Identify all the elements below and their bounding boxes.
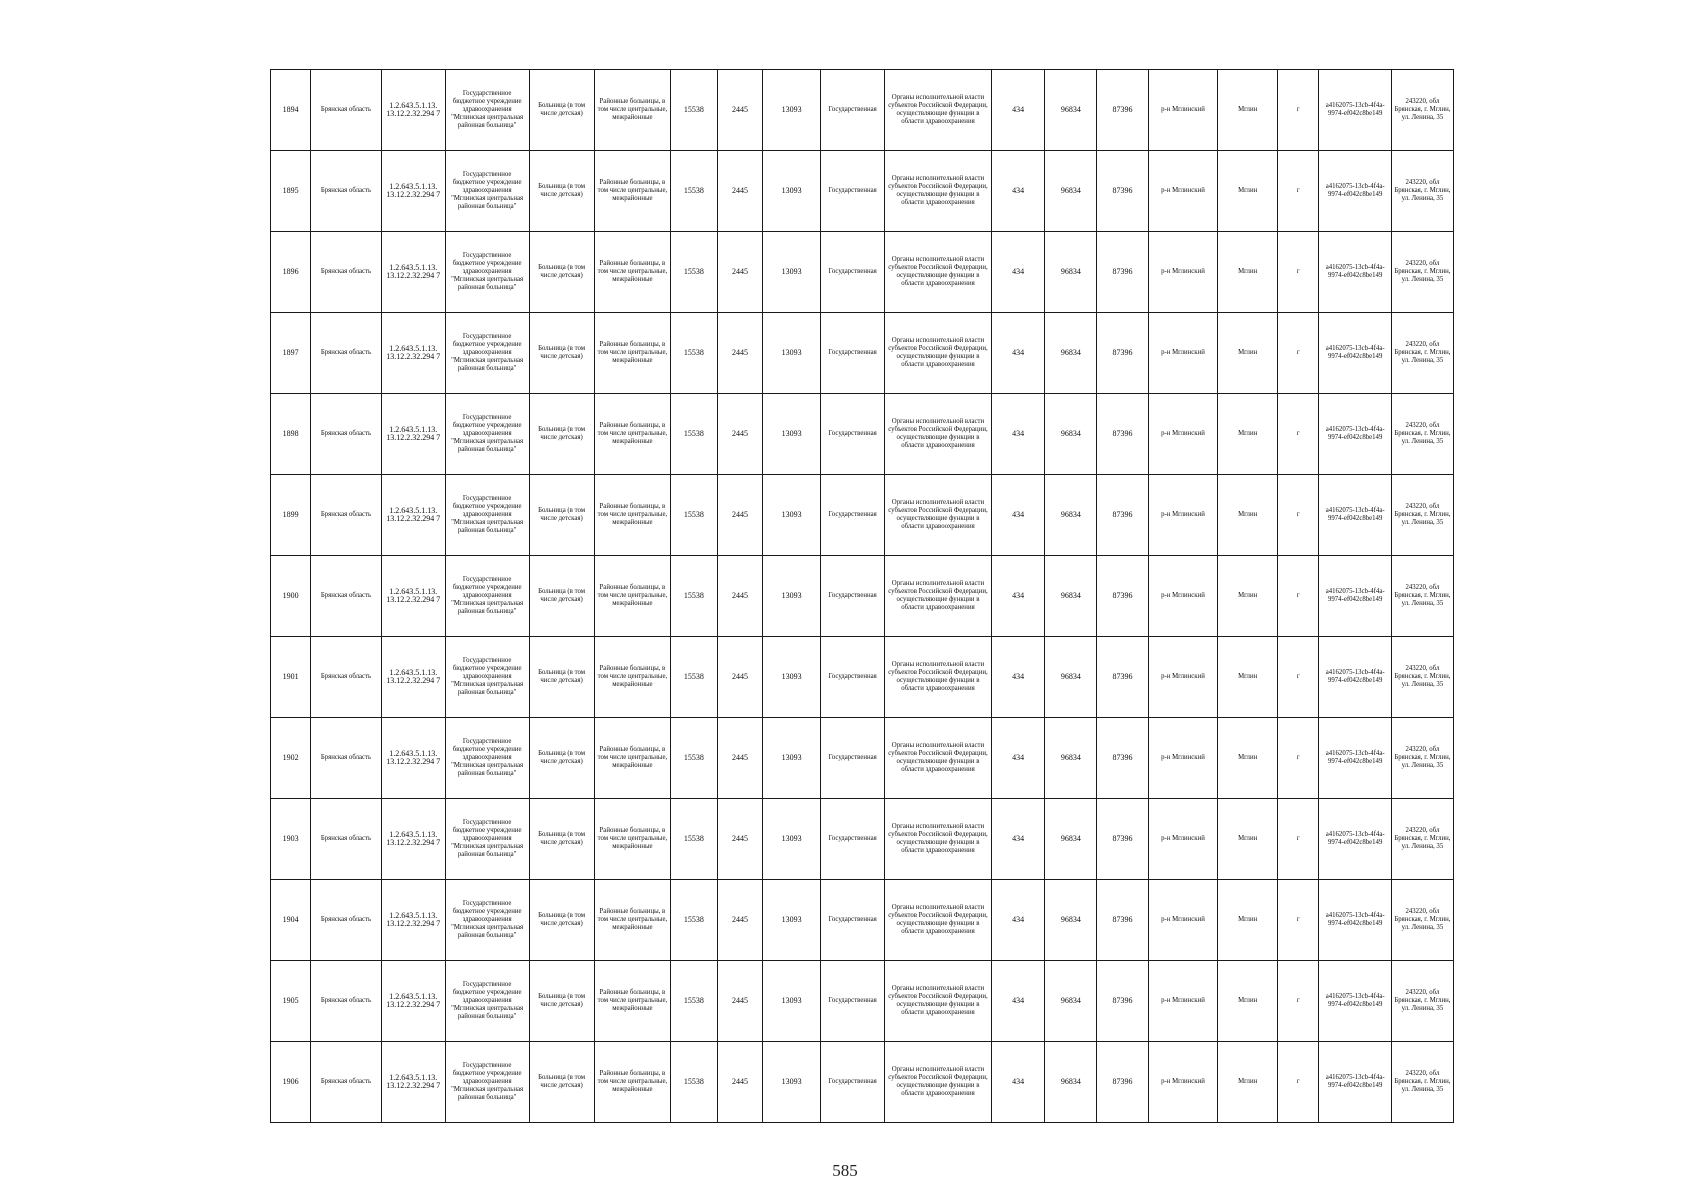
- guid-cell: a4162075-13cb-4f4a-9974-ef042c8be149: [1319, 799, 1391, 880]
- oid-code-cell: 1.2.643.5.1.13. 13.12.2.32.294 7: [381, 1042, 445, 1123]
- city-cell: Мглин: [1218, 151, 1278, 232]
- count-2-cell: 2445: [717, 475, 763, 556]
- organization-name-cell: Государственное бюджетное учреждение здравоохранения "Мглинская центральная районная больница": [445, 151, 529, 232]
- city-cell: Мглин: [1218, 232, 1278, 313]
- facility-type-cell: Больница (в том числе детская): [529, 880, 594, 961]
- settlement-kind-cell: г: [1278, 880, 1319, 961]
- organization-name-cell: Государственное бюджетное учреждение здравоохранения "Мглинская центральная районная больница": [445, 313, 529, 394]
- facility-subtype-cell: Районные больницы, в том числе центральные, межрайонные: [594, 718, 671, 799]
- authority-cell: Органы исполнительной власти субъектов Российской Федерации, осуществляющие функции в области здравоохранения: [885, 556, 992, 637]
- ownership-cell: Государственная: [821, 799, 885, 880]
- value-1-cell: 434: [991, 1042, 1045, 1123]
- oid-code-cell: 1.2.643.5.1.13. 13.12.2.32.294 7: [381, 232, 445, 313]
- city-cell: Мглин: [1218, 880, 1278, 961]
- region-cell: Брянская область: [311, 475, 381, 556]
- count-1-cell: 15538: [671, 70, 718, 151]
- district-cell: р-н Мглинский: [1148, 313, 1217, 394]
- guid-cell: a4162075-13cb-4f4a-9974-ef042c8be149: [1319, 1042, 1391, 1123]
- count-3-cell: 13093: [763, 961, 821, 1042]
- city-cell: Мглин: [1218, 70, 1278, 151]
- authority-cell: Органы исполнительной власти субъектов Российской Федерации, осуществляющие функции в области здравоохранения: [885, 151, 992, 232]
- ownership-cell: Государственная: [821, 475, 885, 556]
- city-cell: Мглин: [1218, 961, 1278, 1042]
- guid-cell: a4162075-13cb-4f4a-9974-ef042c8be149: [1319, 70, 1391, 151]
- authority-cell: Органы исполнительной власти субъектов Российской Федерации, осуществляющие функции в области здравоохранения: [885, 637, 992, 718]
- ownership-cell: Государственная: [821, 70, 885, 151]
- organization-name-cell: Государственное бюджетное учреждение здравоохранения "Мглинская центральная районная больница": [445, 961, 529, 1042]
- region-cell: Брянская область: [311, 718, 381, 799]
- count-1-cell: 15538: [671, 556, 718, 637]
- oid-code-cell: 1.2.643.5.1.13. 13.12.2.32.294 7: [381, 313, 445, 394]
- settlement-kind-cell: г: [1278, 799, 1319, 880]
- table-row: [271, 394, 1454, 475]
- guid-cell: a4162075-13cb-4f4a-9974-ef042c8be149: [1319, 313, 1391, 394]
- settlement-kind-cell: г: [1278, 151, 1319, 232]
- region-cell: Брянская область: [311, 637, 381, 718]
- table-row: [271, 313, 1454, 394]
- ownership-cell: Государственная: [821, 151, 885, 232]
- authority-cell: Органы исполнительной власти субъектов Российской Федерации, осуществляющие функции в области здравоохранения: [885, 1042, 992, 1123]
- district-cell: р-н Мглинский: [1148, 961, 1217, 1042]
- value-1-cell: 434: [991, 637, 1045, 718]
- value-2-cell: 96834: [1045, 394, 1097, 475]
- oid-code-cell: 1.2.643.5.1.13. 13.12.2.32.294 7: [381, 880, 445, 961]
- oid-code-cell: 1.2.643.5.1.13. 13.12.2.32.294 7: [381, 556, 445, 637]
- value-2-cell: 96834: [1045, 880, 1097, 961]
- settlement-kind-cell: г: [1278, 961, 1319, 1042]
- facility-type-cell: Больница (в том числе детская): [529, 961, 594, 1042]
- count-1-cell: 15538: [671, 151, 718, 232]
- organization-name-cell: Государственное бюджетное учреждение здравоохранения "Мглинская центральная районная больница": [445, 880, 529, 961]
- district-cell: р-н Мглинский: [1148, 151, 1217, 232]
- city-cell: Мглин: [1218, 718, 1278, 799]
- count-1-cell: 15538: [671, 799, 718, 880]
- organization-name-cell: Государственное бюджетное учреждение здравоохранения "Мглинская центральная районная больница": [445, 1042, 529, 1123]
- count-3-cell: 13093: [763, 637, 821, 718]
- oid-code-cell: 1.2.643.5.1.13. 13.12.2.32.294 7: [381, 394, 445, 475]
- facility-type-cell: Больница (в том числе детская): [529, 718, 594, 799]
- table-row: [271, 799, 1454, 880]
- count-3-cell: 13093: [763, 70, 821, 151]
- facility-type-cell: Больница (в том числе детская): [529, 556, 594, 637]
- organization-name-cell: Государственное бюджетное учреждение здравоохранения "Мглинская центральная районная больница": [445, 475, 529, 556]
- city-cell: Мглин: [1218, 475, 1278, 556]
- count-3-cell: 13093: [763, 475, 821, 556]
- value-3-cell: 87396: [1097, 1042, 1149, 1123]
- district-cell: р-н Мглинский: [1148, 232, 1217, 313]
- value-2-cell: 96834: [1045, 799, 1097, 880]
- city-cell: Мглин: [1218, 1042, 1278, 1123]
- table-body: [271, 70, 1454, 1123]
- organization-name-cell: Государственное бюджетное учреждение здравоохранения "Мглинская центральная районная больница": [445, 556, 529, 637]
- table-row: [271, 556, 1454, 637]
- organization-name-cell: Государственное бюджетное учреждение здравоохранения "Мглинская центральная районная больница": [445, 70, 529, 151]
- value-3-cell: 87396: [1097, 151, 1149, 232]
- value-1-cell: 434: [991, 70, 1045, 151]
- facility-type-cell: Больница (в том числе детская): [529, 1042, 594, 1123]
- value-2-cell: 96834: [1045, 556, 1097, 637]
- oid-code-cell: 1.2.643.5.1.13. 13.12.2.32.294 7: [381, 151, 445, 232]
- ownership-cell: Государственная: [821, 232, 885, 313]
- ownership-cell: Государственная: [821, 637, 885, 718]
- value-3-cell: 87396: [1097, 232, 1149, 313]
- district-cell: р-н Мглинский: [1148, 394, 1217, 475]
- authority-cell: Органы исполнительной власти субъектов Российской Федерации, осуществляющие функции в области здравоохранения: [885, 961, 992, 1042]
- facility-subtype-cell: Районные больницы, в том числе центральные, межрайонные: [594, 556, 671, 637]
- settlement-kind-cell: г: [1278, 1042, 1319, 1123]
- region-cell: Брянская область: [311, 394, 381, 475]
- authority-cell: Органы исполнительной власти субъектов Российской Федерации, осуществляющие функции в области здравоохранения: [885, 232, 992, 313]
- address-cell: 243220, обл Брянская, г. Мглин, ул. Ленина, 35: [1391, 475, 1453, 556]
- ownership-cell: Государственная: [821, 556, 885, 637]
- settlement-kind-cell: г: [1278, 475, 1319, 556]
- facility-subtype-cell: Районные больницы, в том числе центральные, межрайонные: [594, 475, 671, 556]
- address-cell: 243220, обл Брянская, г. Мглин, ул. Ленина, 35: [1391, 718, 1453, 799]
- facility-subtype-cell: Районные больницы, в том числе центральные, межрайонные: [594, 70, 671, 151]
- facility-type-cell: Больница (в том числе детская): [529, 151, 594, 232]
- registry-table: [270, 69, 1454, 1123]
- count-3-cell: 13093: [763, 1042, 821, 1123]
- facility-subtype-cell: Районные больницы, в том числе центральные, межрайонные: [594, 313, 671, 394]
- authority-cell: Органы исполнительной власти субъектов Российской Федерации, осуществляющие функции в области здравоохранения: [885, 394, 992, 475]
- address-cell: 243220, обл Брянская, г. Мглин, ул. Ленина, 35: [1391, 799, 1453, 880]
- count-3-cell: 13093: [763, 799, 821, 880]
- count-1-cell: 15538: [671, 961, 718, 1042]
- oid-code-cell: 1.2.643.5.1.13. 13.12.2.32.294 7: [381, 799, 445, 880]
- row-number-cell: 1902: [271, 718, 311, 799]
- facility-subtype-cell: Районные больницы, в том числе центральные, межрайонные: [594, 880, 671, 961]
- address-cell: 243220, обл Брянская, г. Мглин, ул. Ленина, 35: [1391, 313, 1453, 394]
- count-2-cell: 2445: [717, 1042, 763, 1123]
- table-row: [271, 637, 1454, 718]
- region-cell: Брянская область: [311, 70, 381, 151]
- oid-code-cell: 1.2.643.5.1.13. 13.12.2.32.294 7: [381, 637, 445, 718]
- address-cell: 243220, обл Брянская, г. Мглин, ул. Ленина, 35: [1391, 637, 1453, 718]
- row-number-cell: 1903: [271, 799, 311, 880]
- region-cell: Брянская область: [311, 1042, 381, 1123]
- row-number-cell: 1894: [271, 70, 311, 151]
- value-2-cell: 96834: [1045, 151, 1097, 232]
- count-3-cell: 13093: [763, 880, 821, 961]
- address-cell: 243220, обл Брянская, г. Мглин, ул. Ленина, 35: [1391, 961, 1453, 1042]
- row-number-cell: 1898: [271, 394, 311, 475]
- facility-subtype-cell: Районные больницы, в том числе центральные, межрайонные: [594, 394, 671, 475]
- authority-cell: Органы исполнительной власти субъектов Российской Федерации, осуществляющие функции в области здравоохранения: [885, 313, 992, 394]
- value-1-cell: 434: [991, 151, 1045, 232]
- guid-cell: a4162075-13cb-4f4a-9974-ef042c8be149: [1319, 961, 1391, 1042]
- city-cell: Мглин: [1218, 556, 1278, 637]
- count-3-cell: 13093: [763, 151, 821, 232]
- region-cell: Брянская область: [311, 151, 381, 232]
- address-cell: 243220, обл Брянская, г. Мглин, ул. Ленина, 35: [1391, 232, 1453, 313]
- address-cell: 243220, обл Брянская, г. Мглин, ул. Ленина, 35: [1391, 880, 1453, 961]
- facility-type-cell: Больница (в том числе детская): [529, 637, 594, 718]
- ownership-cell: Государственная: [821, 718, 885, 799]
- value-1-cell: 434: [991, 961, 1045, 1042]
- count-2-cell: 2445: [717, 151, 763, 232]
- count-2-cell: 2445: [717, 799, 763, 880]
- count-1-cell: 15538: [671, 232, 718, 313]
- oid-code-cell: 1.2.643.5.1.13. 13.12.2.32.294 7: [381, 961, 445, 1042]
- authority-cell: Органы исполнительной власти субъектов Российской Федерации, осуществляющие функции в области здравоохранения: [885, 880, 992, 961]
- facility-subtype-cell: Районные больницы, в том числе центральные, межрайонные: [594, 961, 671, 1042]
- guid-cell: a4162075-13cb-4f4a-9974-ef042c8be149: [1319, 718, 1391, 799]
- region-cell: Брянская область: [311, 313, 381, 394]
- organization-name-cell: Государственное бюджетное учреждение здравоохранения "Мглинская центральная районная больница": [445, 718, 529, 799]
- facility-type-cell: Больница (в том числе детская): [529, 232, 594, 313]
- address-cell: 243220, обл Брянская, г. Мглин, ул. Ленина, 35: [1391, 556, 1453, 637]
- settlement-kind-cell: г: [1278, 637, 1319, 718]
- count-3-cell: 13093: [763, 394, 821, 475]
- value-3-cell: 87396: [1097, 961, 1149, 1042]
- value-3-cell: 87396: [1097, 556, 1149, 637]
- count-1-cell: 15538: [671, 880, 718, 961]
- value-3-cell: 87396: [1097, 880, 1149, 961]
- facility-type-cell: Больница (в том числе детская): [529, 799, 594, 880]
- facility-type-cell: Больница (в том числе детская): [529, 394, 594, 475]
- table-row: [271, 475, 1454, 556]
- value-2-cell: 96834: [1045, 718, 1097, 799]
- district-cell: р-н Мглинский: [1148, 799, 1217, 880]
- address-cell: 243220, обл Брянская, г. Мглин, ул. Ленина, 35: [1391, 151, 1453, 232]
- district-cell: р-н Мглинский: [1148, 880, 1217, 961]
- city-cell: Мглин: [1218, 637, 1278, 718]
- organization-name-cell: Государственное бюджетное учреждение здравоохранения "Мглинская центральная районная больница": [445, 637, 529, 718]
- count-1-cell: 15538: [671, 718, 718, 799]
- guid-cell: a4162075-13cb-4f4a-9974-ef042c8be149: [1319, 232, 1391, 313]
- city-cell: Мглин: [1218, 799, 1278, 880]
- oid-code-cell: 1.2.643.5.1.13. 13.12.2.32.294 7: [381, 475, 445, 556]
- region-cell: Брянская область: [311, 961, 381, 1042]
- value-3-cell: 87396: [1097, 799, 1149, 880]
- district-cell: р-н Мглинский: [1148, 718, 1217, 799]
- address-cell: 243220, обл Брянская, г. Мглин, ул. Ленина, 35: [1391, 394, 1453, 475]
- count-1-cell: 15538: [671, 475, 718, 556]
- value-2-cell: 96834: [1045, 961, 1097, 1042]
- region-cell: Брянская область: [311, 799, 381, 880]
- district-cell: р-н Мглинский: [1148, 475, 1217, 556]
- value-3-cell: 87396: [1097, 394, 1149, 475]
- value-2-cell: 96834: [1045, 70, 1097, 151]
- settlement-kind-cell: г: [1278, 556, 1319, 637]
- value-3-cell: 87396: [1097, 718, 1149, 799]
- authority-cell: Органы исполнительной власти субъектов Российской Федерации, осуществляющие функции в области здравоохранения: [885, 70, 992, 151]
- row-number-cell: 1895: [271, 151, 311, 232]
- value-3-cell: 87396: [1097, 475, 1149, 556]
- value-2-cell: 96834: [1045, 637, 1097, 718]
- value-1-cell: 434: [991, 232, 1045, 313]
- organization-name-cell: Государственное бюджетное учреждение здравоохранения "Мглинская центральная районная больница": [445, 799, 529, 880]
- ownership-cell: Государственная: [821, 313, 885, 394]
- settlement-kind-cell: г: [1278, 394, 1319, 475]
- authority-cell: Органы исполнительной власти субъектов Российской Федерации, осуществляющие функции в области здравоохранения: [885, 718, 992, 799]
- facility-subtype-cell: Районные больницы, в том числе центральные, межрайонные: [594, 151, 671, 232]
- guid-cell: a4162075-13cb-4f4a-9974-ef042c8be149: [1319, 556, 1391, 637]
- region-cell: Брянская область: [311, 232, 381, 313]
- value-1-cell: 434: [991, 556, 1045, 637]
- value-1-cell: 434: [991, 718, 1045, 799]
- count-1-cell: 15538: [671, 394, 718, 475]
- settlement-kind-cell: г: [1278, 70, 1319, 151]
- count-2-cell: 2445: [717, 961, 763, 1042]
- count-1-cell: 15538: [671, 1042, 718, 1123]
- count-2-cell: 2445: [717, 637, 763, 718]
- row-number-cell: 1899: [271, 475, 311, 556]
- guid-cell: a4162075-13cb-4f4a-9974-ef042c8be149: [1319, 880, 1391, 961]
- ownership-cell: Государственная: [821, 394, 885, 475]
- district-cell: р-н Мглинский: [1148, 70, 1217, 151]
- facility-subtype-cell: Районные больницы, в том числе центральные, межрайонные: [594, 232, 671, 313]
- region-cell: Брянская область: [311, 880, 381, 961]
- value-1-cell: 434: [991, 394, 1045, 475]
- value-1-cell: 434: [991, 313, 1045, 394]
- count-1-cell: 15538: [671, 313, 718, 394]
- table-row: [271, 151, 1454, 232]
- count-3-cell: 13093: [763, 232, 821, 313]
- oid-code-cell: 1.2.643.5.1.13. 13.12.2.32.294 7: [381, 70, 445, 151]
- city-cell: Мглин: [1218, 394, 1278, 475]
- guid-cell: a4162075-13cb-4f4a-9974-ef042c8be149: [1319, 637, 1391, 718]
- row-number-cell: 1906: [271, 1042, 311, 1123]
- guid-cell: a4162075-13cb-4f4a-9974-ef042c8be149: [1319, 151, 1391, 232]
- value-1-cell: 434: [991, 475, 1045, 556]
- settlement-kind-cell: г: [1278, 313, 1319, 394]
- oid-code-cell: 1.2.643.5.1.13. 13.12.2.32.294 7: [381, 718, 445, 799]
- facility-subtype-cell: Районные больницы, в том числе центральные, межрайонные: [594, 1042, 671, 1123]
- count-2-cell: 2445: [717, 394, 763, 475]
- facility-type-cell: Больница (в том числе детская): [529, 475, 594, 556]
- facility-subtype-cell: Районные больницы, в том числе центральные, межрайонные: [594, 637, 671, 718]
- row-number-cell: 1896: [271, 232, 311, 313]
- address-cell: 243220, обл Брянская, г. Мглин, ул. Ленина, 35: [1391, 1042, 1453, 1123]
- value-3-cell: 87396: [1097, 637, 1149, 718]
- count-3-cell: 13093: [763, 718, 821, 799]
- value-3-cell: 87396: [1097, 70, 1149, 151]
- organization-name-cell: Государственное бюджетное учреждение здравоохранения "Мглинская центральная районная больница": [445, 394, 529, 475]
- table-row: [271, 718, 1454, 799]
- guid-cell: a4162075-13cb-4f4a-9974-ef042c8be149: [1319, 475, 1391, 556]
- district-cell: р-н Мглинский: [1148, 556, 1217, 637]
- authority-cell: Органы исполнительной власти субъектов Российской Федерации, осуществляющие функции в области здравоохранения: [885, 799, 992, 880]
- facility-type-cell: Больница (в том числе детская): [529, 70, 594, 151]
- row-number-cell: 1897: [271, 313, 311, 394]
- row-number-cell: 1904: [271, 880, 311, 961]
- page-number: 585: [832, 1161, 858, 1180]
- region-cell: Брянская область: [311, 556, 381, 637]
- facility-type-cell: Больница (в том числе детская): [529, 313, 594, 394]
- row-number-cell: 1900: [271, 556, 311, 637]
- guid-cell: a4162075-13cb-4f4a-9974-ef042c8be149: [1319, 394, 1391, 475]
- settlement-kind-cell: г: [1278, 232, 1319, 313]
- address-cell: 243220, обл Брянская, г. Мглин, ул. Ленина, 35: [1391, 70, 1453, 151]
- row-number-cell: 1901: [271, 637, 311, 718]
- count-2-cell: 2445: [717, 880, 763, 961]
- value-2-cell: 96834: [1045, 1042, 1097, 1123]
- count-1-cell: 15538: [671, 637, 718, 718]
- row-number-cell: 1905: [271, 961, 311, 1042]
- ownership-cell: Государственная: [821, 961, 885, 1042]
- ownership-cell: Государственная: [821, 1042, 885, 1123]
- settlement-kind-cell: г: [1278, 718, 1319, 799]
- table-row: [271, 70, 1454, 151]
- count-3-cell: 13093: [763, 556, 821, 637]
- value-2-cell: 96834: [1045, 313, 1097, 394]
- ownership-cell: Государственная: [821, 880, 885, 961]
- district-cell: р-н Мглинский: [1148, 637, 1217, 718]
- facility-subtype-cell: Районные больницы, в том числе центральные, межрайонные: [594, 799, 671, 880]
- authority-cell: Органы исполнительной власти субъектов Российской Федерации, осуществляющие функции в области здравоохранения: [885, 475, 992, 556]
- city-cell: Мглин: [1218, 313, 1278, 394]
- district-cell: р-н Мглинский: [1148, 1042, 1217, 1123]
- table-row: [271, 961, 1454, 1042]
- table-row: [271, 1042, 1454, 1123]
- count-2-cell: 2445: [717, 718, 763, 799]
- value-3-cell: 87396: [1097, 313, 1149, 394]
- count-2-cell: 2445: [717, 232, 763, 313]
- count-2-cell: 2445: [717, 556, 763, 637]
- value-1-cell: 434: [991, 799, 1045, 880]
- value-1-cell: 434: [991, 880, 1045, 961]
- value-2-cell: 96834: [1045, 475, 1097, 556]
- table-row: [271, 232, 1454, 313]
- count-2-cell: 2445: [717, 313, 763, 394]
- organization-name-cell: Государственное бюджетное учреждение здравоохранения "Мглинская центральная районная больница": [445, 232, 529, 313]
- count-3-cell: 13093: [763, 313, 821, 394]
- count-2-cell: 2445: [717, 70, 763, 151]
- table-row: [271, 880, 1454, 961]
- value-2-cell: 96834: [1045, 232, 1097, 313]
